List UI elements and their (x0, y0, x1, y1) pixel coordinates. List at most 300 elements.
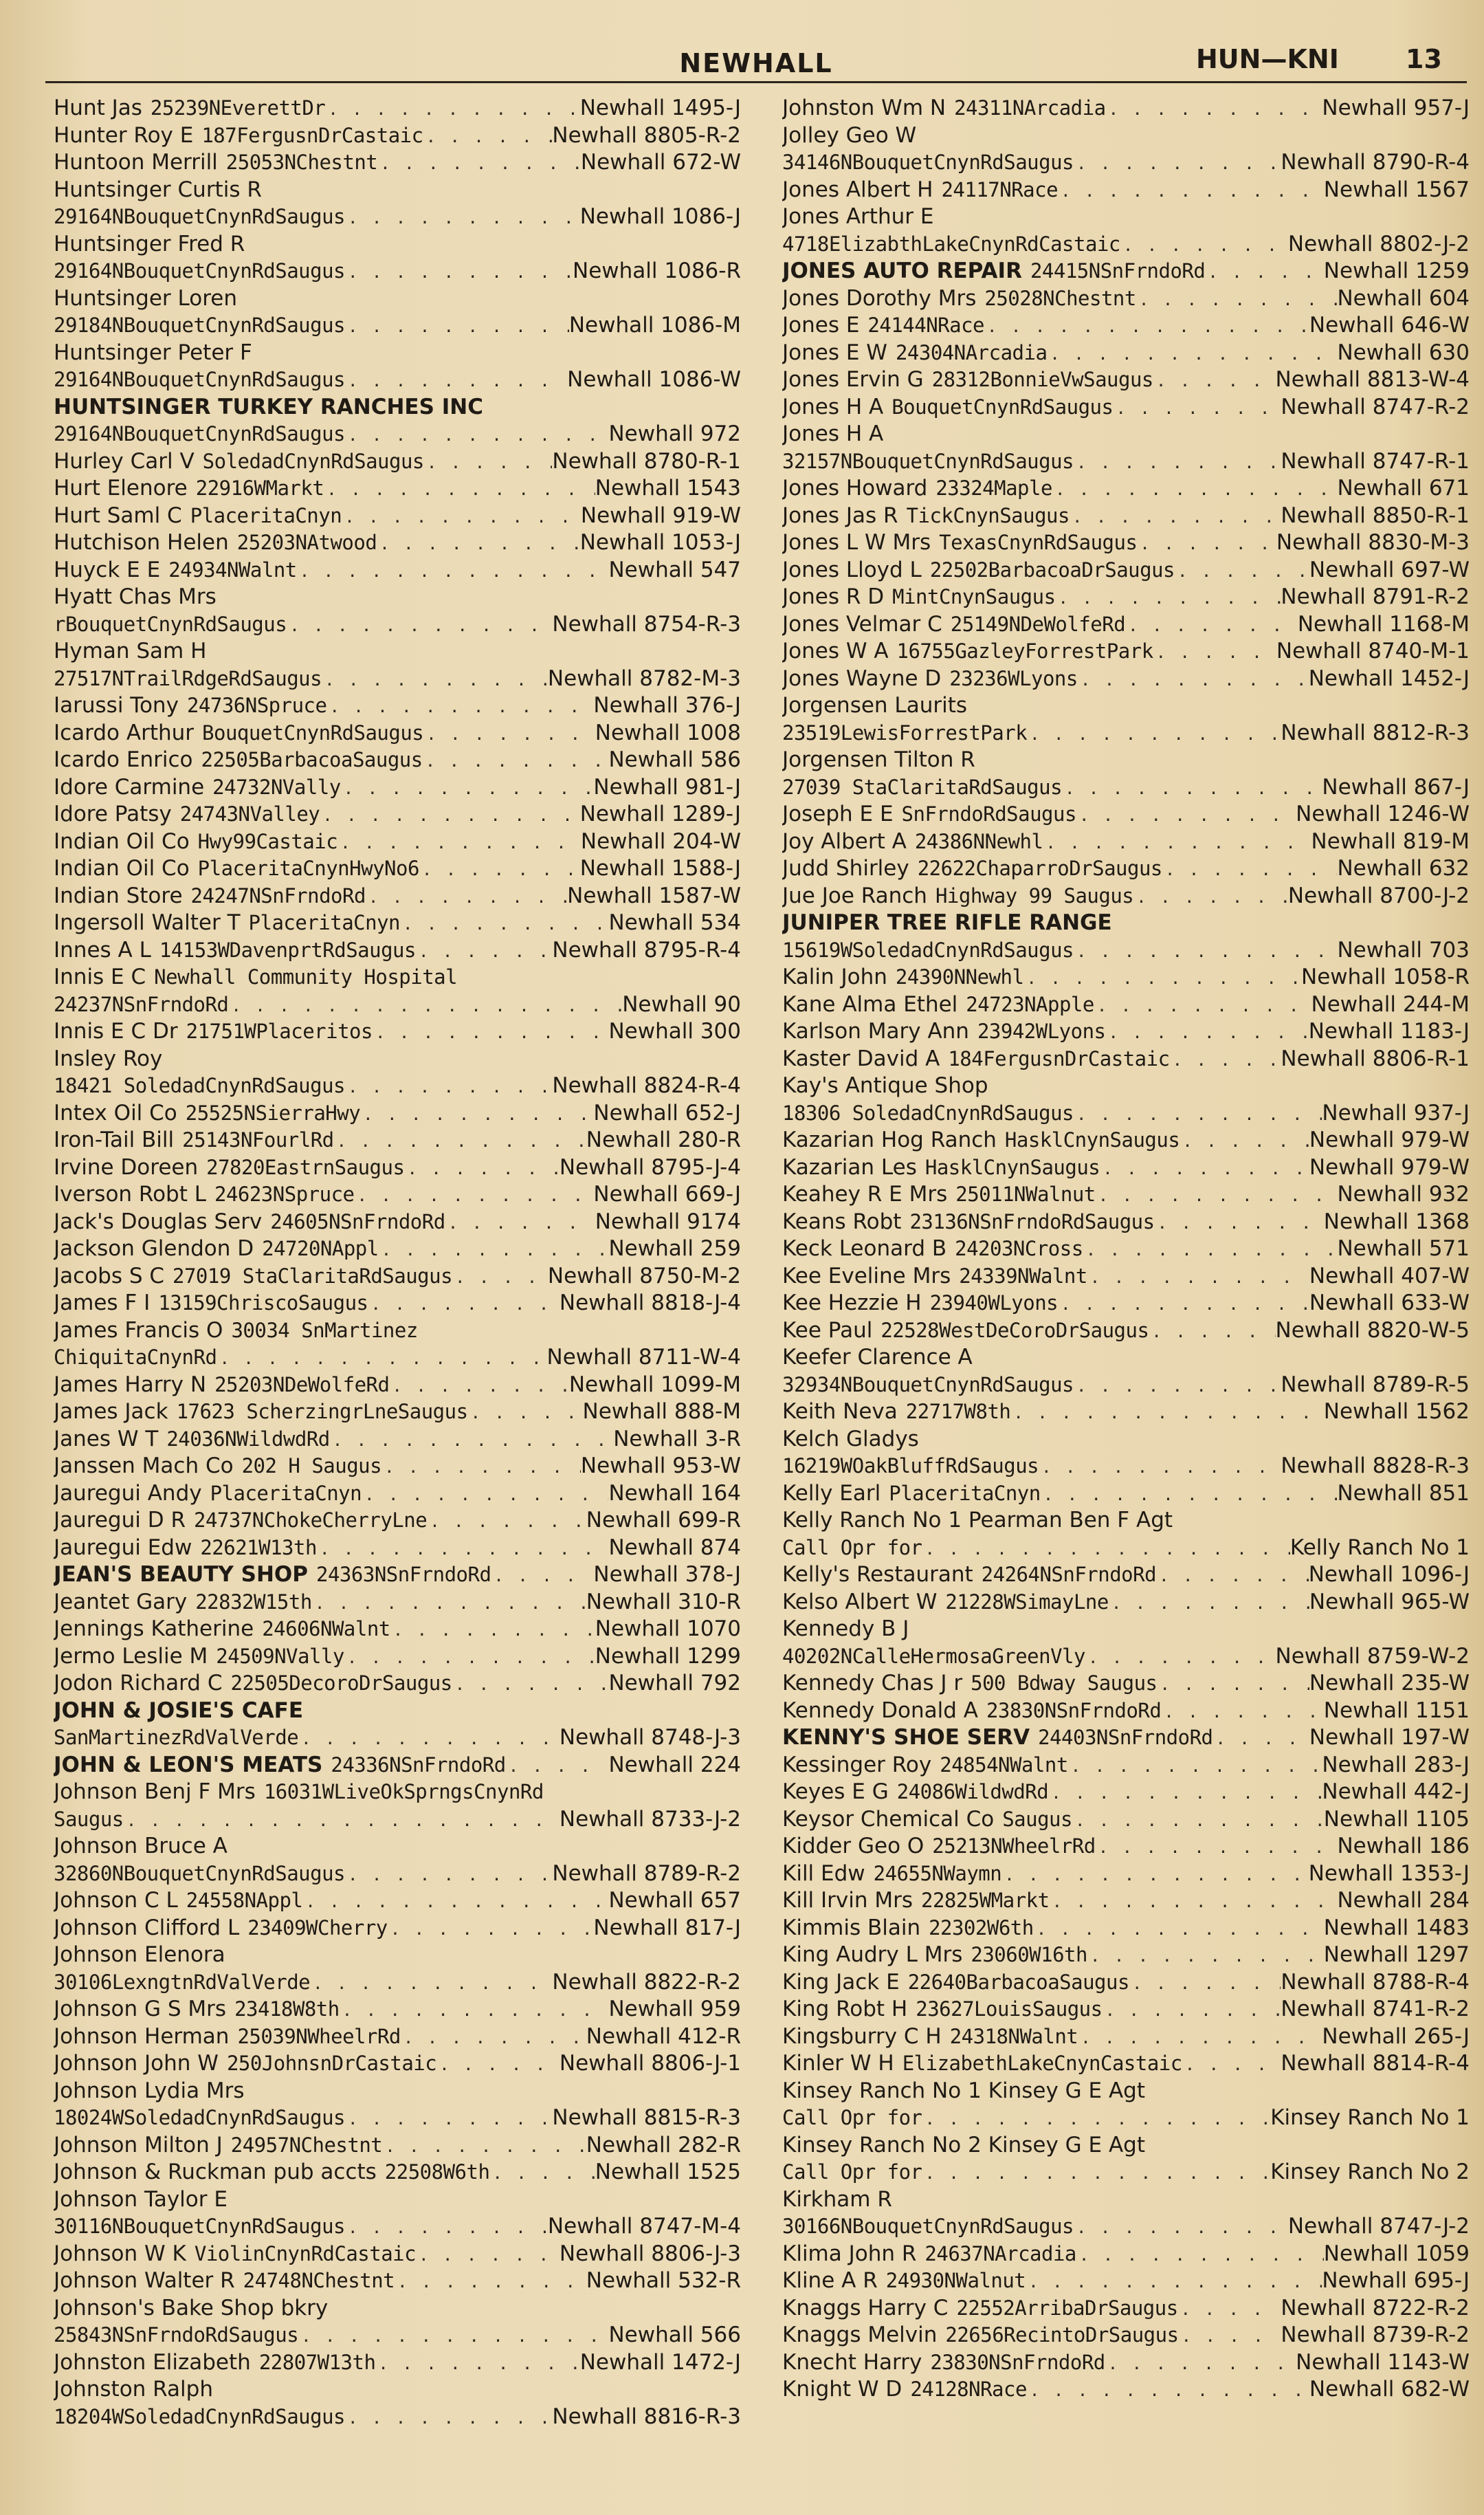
dot-leader (326, 694, 593, 720)
listing-entry (54, 1046, 741, 1100)
listing-phone: Newhall 1452-J (1308, 666, 1470, 691)
listing-line (54, 1561, 741, 1589)
listing-name: Kline A R (782, 2268, 878, 2293)
listing-address: 25203NAtwood (236, 531, 377, 554)
dot-leader (1162, 857, 1338, 883)
listing-address: 27019 StaClaritaRdSaugus (173, 1264, 453, 1288)
dot-leader (1076, 2242, 1324, 2268)
listing-line (54, 1127, 741, 1154)
dot-leader (1048, 1780, 1322, 1806)
listing-line (54, 529, 741, 557)
listing-line (54, 1372, 741, 1399)
dot-leader (1153, 368, 1276, 394)
listing-address: 22505DecoroDrSaugus (230, 1671, 452, 1695)
listing-entry (54, 1018, 741, 1046)
listing-name: Jones H A (782, 421, 884, 446)
listing-line (782, 1806, 1470, 1834)
listing-line (54, 584, 741, 611)
listing-name: Hyatt Chas Mrs (54, 584, 217, 609)
listing-line (54, 2404, 741, 2431)
listing-entry (782, 285, 1470, 313)
listing-address: 13159ChriscoSaugus (158, 1291, 368, 1315)
listing-address: 202 H Saugus (241, 1454, 382, 1478)
listing-entry (782, 2241, 1470, 2268)
listing-address: SoledadCnynRdSaugus (202, 449, 424, 473)
listing-phone: Newhall 867-J (1322, 774, 1470, 800)
listing-line (782, 312, 1470, 340)
dot-leader (452, 1671, 609, 1698)
listing-phone: Newhall 235-W (1309, 1671, 1470, 1695)
listing-address: 22302W6th (929, 1915, 1034, 1940)
listing-address-continued: Call Opr for (782, 1535, 922, 1559)
listing-entry (54, 448, 741, 476)
listing-address: 23418W8th (234, 1997, 340, 2021)
listing-phone: Newhall 652-J (593, 1100, 741, 1125)
listing-name: JONES AUTO REPAIR (782, 259, 1022, 283)
listing-phone: Newhall 8750-M-2 (547, 1263, 741, 1288)
dot-leader (1180, 1128, 1309, 1154)
listing-name: Indian Store (54, 883, 183, 908)
listing-phone: Newhall 8747-J-2 (1287, 2214, 1470, 2239)
listing-phone: Newhall 1053-J (579, 530, 741, 555)
listing-phone: Newhall 1297 (1323, 1942, 1470, 1967)
listing-name: Johnson Walter R (54, 2268, 235, 2293)
dot-leader (345, 2106, 552, 2132)
listing-name: Kinsey Ranch No 1 Kinsey G E Agt (782, 2078, 1146, 2103)
listing-address-continued: 4718ElizabthLakeCnynRdCastaic (782, 232, 1120, 256)
dot-leader (1205, 259, 1323, 285)
listing-address: 24737NChokeCherryLne (193, 1508, 428, 1532)
listing-phone: Newhall 1059 (1323, 2241, 1470, 2266)
listing-entry (782, 828, 1470, 856)
listing-phone: Newhall 8782-M-3 (547, 666, 741, 691)
listing-entry (782, 910, 1470, 964)
listing-phone: Newhall 8722-R-2 (1281, 2295, 1470, 2320)
listing-line (782, 638, 1470, 666)
dot-leader (1072, 1808, 1324, 1834)
listing-name: Jones Lloyd L (782, 557, 922, 582)
dot-leader (228, 993, 622, 1019)
listing-phone: Newhall 8747-R-1 (1281, 448, 1470, 474)
listing-name: Johnston Elizabeth (54, 2349, 251, 2375)
listing-address-continued: 25843NSnFrndoRdSaugus (54, 2323, 299, 2347)
listing-address: 23060W16th (971, 1943, 1087, 1966)
listing-entry (782, 1073, 1470, 1127)
listing-phone: Newhall 3-R (613, 1426, 741, 1451)
listing-line (54, 855, 741, 883)
listing-phone: Newhall 8740-M-1 (1276, 639, 1470, 663)
listing-line (54, 1453, 741, 1480)
dot-leader (345, 368, 567, 394)
dot-leader (1109, 1590, 1309, 1616)
listing-name: Ingersoll Walter T (54, 910, 241, 935)
listing-phone: Newhall 407-W (1309, 1263, 1470, 1288)
listing-line (54, 883, 741, 910)
listing-phone: Newhall 1151 (1323, 1698, 1470, 1723)
dot-leader (1034, 1916, 1324, 1942)
listing-name: Keysor Chemical Co (782, 1806, 995, 1832)
listing-name: Jones R D (782, 584, 885, 609)
listing-line (54, 1779, 741, 1806)
listing-entry (782, 1561, 1470, 1589)
dot-leader (362, 1482, 608, 1508)
listing-entry (54, 1779, 741, 1833)
listing-phone: Newhall 959 (608, 1997, 741, 2021)
listing-entry (54, 692, 741, 720)
listing-line (782, 1887, 1470, 1915)
listing-address: 250JohnsnDrCastaic (226, 2052, 437, 2075)
dot-leader (1062, 776, 1322, 802)
listing-name: Jones Ervin G (782, 367, 924, 392)
listing-address: 24386NNewhl (914, 829, 1043, 853)
listing-line (782, 2267, 1470, 2295)
listing-name: Jones Albert H (782, 177, 933, 202)
listing-name: Jauregui Edw (54, 1535, 192, 1560)
listing-line (782, 666, 1470, 693)
listing-entry (782, 1209, 1470, 1236)
listing-line (782, 1616, 1470, 1643)
listing-line (54, 611, 741, 639)
listing-address: 22621W13th (200, 1535, 317, 1559)
listing-line (782, 1426, 1470, 1453)
listing-entry (782, 2267, 1470, 2295)
dot-leader (1056, 585, 1281, 611)
dot-leader (1137, 531, 1276, 557)
listing-name: Iron-Tail Bill (54, 1128, 175, 1152)
listing-phone: Newhall 8805-R-2 (552, 122, 741, 148)
listing-line (782, 964, 1470, 991)
listing-line (782, 1453, 1470, 1480)
dot-leader (345, 2405, 552, 2431)
listing-entry (54, 774, 741, 802)
listing-phone: Newhall 1008 (595, 720, 741, 745)
listing-line (782, 1317, 1470, 1345)
listing-phone: Newhall 932 (1337, 1182, 1470, 1207)
listing-address: 14153WDavenprtRdSaugus (159, 938, 416, 962)
listing-phone: Newhall 1353-J (1308, 1860, 1470, 1886)
listing-entry (782, 1426, 1470, 1480)
listing-line (54, 149, 741, 177)
listing-line (782, 1263, 1470, 1291)
listing-address: 24264NSnFrndoRd (981, 1563, 1157, 1586)
dot-leader (330, 1427, 613, 1453)
dot-leader (1078, 2025, 1322, 2051)
listing-phone: Newhall 657 (608, 1888, 741, 1913)
listing-name: Keck Leonard B (782, 1236, 947, 1261)
listing-address: 24736NSpruce (186, 694, 327, 717)
listing-name: Johnson Clifford L (54, 1915, 240, 1940)
listing-name: Hunt Jas (54, 96, 142, 120)
listing-phone: Newhall 671 (1337, 476, 1470, 501)
listing-line (54, 1616, 741, 1643)
listing-line (54, 774, 741, 802)
listing-name: King Robt H (782, 1997, 908, 2021)
listing-name: Hyman Sam H (54, 639, 207, 663)
listing-entry (54, 2132, 741, 2160)
listing-phone: Newhall 819-M (1311, 828, 1470, 854)
listing-address: 24720NAppl (262, 1237, 379, 1260)
listing-line (782, 2023, 1470, 2051)
listing-entry (782, 1752, 1470, 1779)
listing-address: 24117NRace (941, 177, 1059, 201)
listing-phone: Newhall 8795-R-4 (552, 937, 741, 963)
listing-entry (782, 1589, 1470, 1616)
listing-address: 25149NDeWolfeRd (950, 612, 1126, 636)
listing-entry (782, 855, 1470, 883)
listing-entry (782, 2186, 1470, 2241)
listing-line (782, 611, 1470, 639)
listing-phone: Newhall 586 (608, 747, 741, 772)
dot-leader (344, 1645, 595, 1671)
listing-phone: Newhall 300 (608, 1019, 741, 1044)
listing-entry (782, 2376, 1470, 2404)
listing-entry (782, 340, 1470, 367)
listing-entry (782, 2132, 1470, 2186)
listing-address: 24558NAppl (186, 1889, 303, 1912)
listing-phone: Newhall 888-M (582, 1399, 741, 1424)
listing-phone: Newhall 197-W (1309, 1725, 1470, 1750)
dot-leader (325, 96, 579, 122)
listing-name: Johnston Wm N (782, 96, 946, 120)
listing-line (54, 2159, 741, 2186)
dot-leader (1179, 2323, 1281, 2349)
listing-line (782, 2322, 1470, 2349)
listing-address: 22832W15th (195, 1590, 312, 1614)
listing-entry (54, 2078, 741, 2132)
listing-address: 25011NWalnut (955, 1183, 1096, 1206)
listing-line (782, 2295, 1470, 2322)
listing-entry (782, 1046, 1470, 1073)
listing-phone: Newhall 1299 (595, 1643, 741, 1669)
listing-entry (782, 1616, 1470, 1670)
listing-line (782, 231, 1470, 259)
listing-line (782, 1915, 1470, 1942)
listing-line (54, 991, 741, 1019)
listing-phone: Newhall 965-W (1309, 1589, 1470, 1614)
listing-phone: Kinsey Ranch No 1 (1270, 2105, 1470, 2130)
listing-line (54, 747, 741, 774)
listing-phone: Newhall 1368 (1323, 1209, 1470, 1234)
listing-name: Keith Neva (782, 1399, 898, 1424)
listing-phone: Newhall 9174 (595, 1209, 741, 1234)
dot-leader (381, 1454, 581, 1480)
listing-name: Kelly's Restaurant (782, 1562, 973, 1587)
dot-leader (1058, 178, 1324, 204)
listing-line (782, 1398, 1470, 1426)
listing-line (54, 801, 741, 828)
listing-phone: Newhall 1105 (1323, 1806, 1470, 1832)
listing-entry (54, 529, 741, 557)
listing-name: Kelly Earl (782, 1480, 881, 1506)
listing-name: Icardo Enrico (54, 747, 193, 772)
listing-phone: Newhall 8802-J-2 (1287, 231, 1470, 256)
listing-phone: Newhall 1246-W (1296, 802, 1470, 826)
dot-leader (1070, 504, 1281, 530)
listing-name: Innis E C (54, 965, 146, 989)
listing-address: PlaceritaCnyn (248, 911, 401, 934)
listing-line (782, 1752, 1470, 1779)
listing-phone: Newhall 8700-J-2 (1287, 883, 1470, 908)
listing-name: Jones H A (782, 394, 884, 419)
listing-address: 23942WLyons (977, 1020, 1106, 1043)
listing-line (54, 1589, 741, 1616)
dot-leader (1074, 2215, 1288, 2241)
listing-line (54, 503, 741, 530)
listing-line (54, 2105, 741, 2132)
listing-address: 25525NSierraHwy (185, 1101, 361, 1125)
dot-leader (922, 1536, 1290, 1562)
listing-address-continued: 32934NBouquetCnynRdSaugus (782, 1372, 1074, 1396)
listing-entry (782, 2349, 1470, 2377)
listing-name: Judd Shirley (782, 856, 909, 881)
listing-phone: Newhall 8822-R-2 (552, 1969, 741, 1995)
listing-entry (782, 122, 1470, 177)
dot-leader (1113, 395, 1281, 421)
listing-line (782, 557, 1470, 584)
listing-address-continued: 32860NBouquetCnynRdSaugus (54, 1861, 345, 1885)
listing-line (54, 312, 741, 340)
listing-line (54, 421, 741, 448)
listing-line (54, 666, 741, 693)
dot-leader (1026, 2269, 1322, 2295)
listing-entry (54, 2023, 741, 2051)
listing-phone: Newhall 8814-R-4 (1281, 2051, 1470, 2076)
listing-name: Kinsey Ranch No 2 Kinsey G E Agt (782, 2132, 1146, 2157)
dot-leader (368, 1291, 560, 1317)
listing-phone: Newhall 1289-J (579, 802, 741, 826)
left-column (54, 95, 741, 2430)
listing-entry (782, 638, 1470, 666)
listing-line (54, 1806, 741, 1834)
listing-line (782, 177, 1470, 204)
listing-line (782, 1589, 1470, 1616)
listing-address: 24036NWildwdRd (166, 1427, 330, 1451)
listing-line (782, 1235, 1470, 1263)
listing-entry (54, 720, 741, 747)
listing-line (54, 1100, 741, 1128)
listing-line (54, 1643, 741, 1671)
listing-address: PlaceritaCnyn (190, 503, 342, 527)
dot-leader (423, 124, 553, 150)
listing-entry (782, 1263, 1470, 1291)
listing-phone: Newhall 8813-W-4 (1275, 367, 1470, 392)
listing-entry (782, 801, 1470, 828)
listing-address: PlaceritaCnyn (210, 1481, 362, 1505)
listing-name: JOHN & JOSIE'S CAFE (54, 1698, 304, 1723)
listing-name: Jennings Katherine (54, 1616, 254, 1641)
listing-phone: Newhall 1483 (1323, 1915, 1470, 1940)
listing-address: 16755GazleyForrestPark (896, 639, 1153, 663)
listing-phone: Newhall 792 (608, 1671, 741, 1695)
listing-entry (54, 231, 741, 285)
listing-name: Jue Joe Ranch (782, 883, 927, 908)
dot-leader (1010, 1400, 1323, 1426)
listing-entry (782, 1018, 1470, 1046)
listing-phone: Newhall 8812-R-3 (1281, 720, 1470, 745)
listing-phone: Newhall 953-W (580, 1453, 741, 1478)
listing-address-continued: 27517NTrailRdgeRdSaugus (54, 666, 322, 690)
listing-address-continued: 30166NBouquetCnynRdSaugus (782, 2215, 1074, 2238)
listing-phone: Newhall 224 (608, 1752, 741, 1777)
dot-leader (317, 1536, 609, 1562)
listing-name: James Jack (54, 1399, 168, 1424)
listing-line (782, 1209, 1470, 1236)
dot-leader (390, 1617, 595, 1643)
dot-leader (922, 2160, 1271, 2186)
listing-address: 24930NWalnut (885, 2269, 1026, 2292)
listing-address: PlaceritaCnynHwyNo6 (197, 857, 419, 880)
listing-name: Kee Paul (782, 1317, 873, 1343)
listing-line (782, 828, 1470, 856)
listing-phone: Newhall 8747-R-2 (1281, 394, 1470, 419)
listing-address: MintCnynSaugus (892, 585, 1056, 608)
listing-entry (54, 1426, 741, 1453)
listing-phone: Newhall 1168-M (1297, 611, 1470, 637)
listing-entry (54, 1942, 741, 1996)
listing-phone: Newhall 8830-M-3 (1276, 530, 1470, 555)
listing-phone: Newhall 8789-R-2 (552, 1860, 741, 1886)
listing-address-continued: 18204WSoledadCnynRdSaugus (54, 2404, 345, 2428)
listing-line (782, 2132, 1470, 2160)
listing-phone: Newhall 703 (1337, 937, 1470, 963)
listing-entry (54, 2241, 741, 2268)
dot-leader (423, 721, 595, 747)
dot-leader (1120, 232, 1288, 259)
listing-phone: Newhall 981-J (593, 774, 741, 800)
listing-name: Keahey R E Mrs (782, 1182, 948, 1207)
listing-phone: Newhall 1086-M (568, 313, 741, 338)
listing-entry (782, 1779, 1470, 1806)
listing-name: Jorgensen Laurits (782, 693, 968, 718)
listing-address: 24509NVally (216, 1644, 344, 1668)
listing-address: 24403NSnFrndoRd (1038, 1726, 1213, 1749)
listing-line (782, 1779, 1470, 1806)
dot-leader (1074, 938, 1337, 965)
listing-line (782, 584, 1470, 611)
listing-entry (54, 1752, 741, 1779)
listing-address: SnFrndoRdSaugus (901, 802, 1076, 826)
listing-entry (782, 747, 1470, 801)
listing-entry (782, 503, 1470, 530)
listing-line (782, 475, 1470, 503)
listing-phone: Newhall 817-J (593, 1915, 741, 1940)
listing-phone: Newhall 1588-J (579, 856, 741, 881)
listing-line (54, 122, 741, 150)
dot-leader (1027, 2377, 1309, 2404)
listing-phone: Newhall 8780-R-1 (552, 448, 741, 474)
listing-address: 22807W13th (258, 2350, 376, 2374)
listing-entry (54, 340, 741, 394)
listing-name: Kaster David A (782, 1046, 940, 1071)
listing-address: 24606NWalnt (262, 1617, 390, 1640)
listing-name: Huntsinger Peter F (54, 340, 252, 365)
listing-line (54, 1290, 741, 1317)
listing-line (782, 421, 1470, 448)
listing-line (54, 1398, 741, 1426)
listing-line (782, 448, 1470, 476)
listing-address: 24336NSnFrndoRd (331, 1753, 506, 1777)
listing-line (782, 122, 1470, 150)
listing-phone: Newhall 979-W (1309, 1154, 1470, 1180)
listing-entry (54, 1535, 741, 1562)
listing-phone: Newhall 8733-J-2 (559, 1806, 741, 1832)
dot-leader (1043, 830, 1311, 856)
listing-entry (782, 964, 1470, 991)
listing-phone: Newhall 283-J (1322, 1752, 1470, 1777)
listing-name: Kill Irvin Mrs (782, 1888, 913, 1913)
dot-leader (489, 2160, 595, 2186)
listing-entry (782, 1915, 1470, 1942)
